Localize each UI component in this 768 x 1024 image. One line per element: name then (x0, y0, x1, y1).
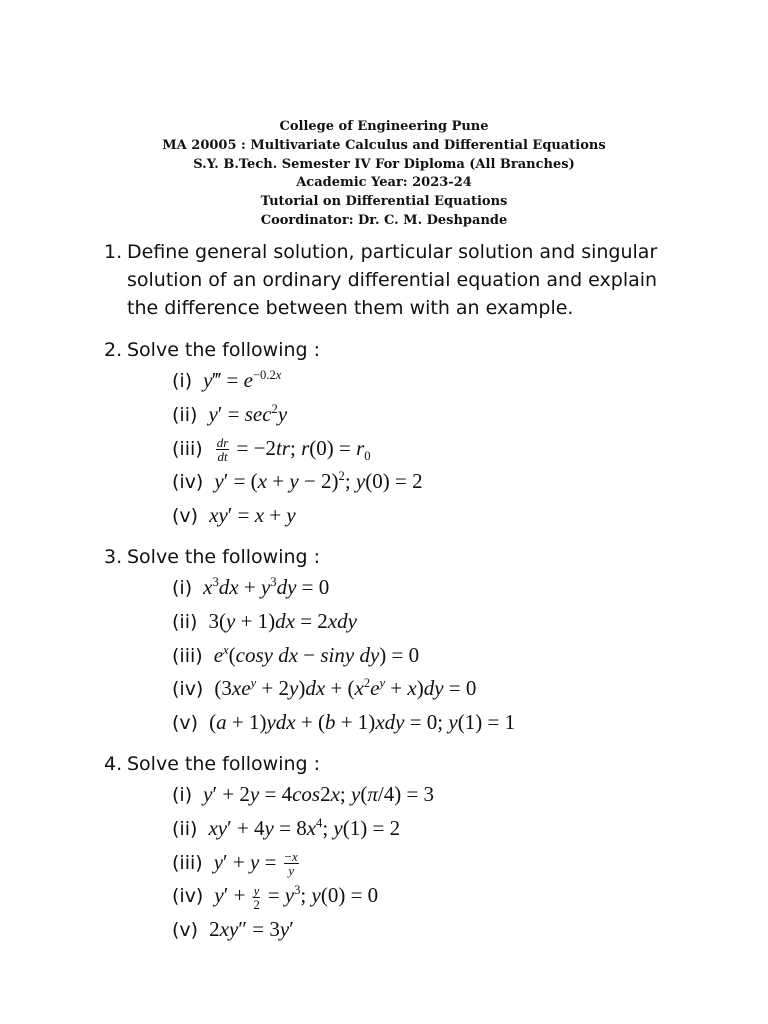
question-text: Solve the following : (127, 545, 321, 568)
sub-question (172, 778, 684, 812)
coordinator: Coordinator: Dr. C. M. Deshpande (260, 212, 508, 228)
question-number: 2. (104, 339, 123, 361)
equation: $y' = \sec^2y$ (208, 401, 288, 426)
sub-question-label: (iv) (172, 678, 204, 701)
question-text: Solve the following : (127, 339, 321, 361)
sub-question (172, 432, 684, 466)
sub-question-label: (iii) (172, 437, 203, 460)
question-list (0, 238, 768, 947)
sub-question-label: (ii) (172, 403, 198, 426)
equation: $\frac{dr}{dt}$ = −2tr; $r(0) = r_0$ (216, 435, 371, 465)
question-2 (104, 336, 684, 533)
sub-question (172, 846, 684, 880)
question-1 (104, 238, 684, 322)
sub-question-label: (i) (172, 370, 193, 392)
sub-question (172, 879, 684, 913)
sub-question (172, 672, 684, 706)
question-number: 3. (104, 545, 123, 568)
sub-question (172, 571, 684, 605)
sub-question-label: (iv) (172, 471, 204, 494)
equation: (a + 1)ydx + (b + 1)xdy = 0; y(1) = 1 (209, 710, 516, 735)
equation: y‴ = $e^{-0.2x}$ (203, 368, 282, 392)
sub-question (172, 364, 684, 398)
sub-question (172, 812, 684, 846)
sub-question-label: (v) (172, 919, 199, 942)
equation: xy′ = x + y (209, 503, 296, 528)
course-title: MA 20005 : Multivariate Calculus and Differential Equations (162, 137, 606, 153)
sub-question-list (172, 571, 684, 740)
program-info: S.Y. B.Tech. Semester IV For Diploma (All Branches) (193, 156, 575, 172)
question-number: 1. (104, 241, 123, 263)
equation: $xy' + 4y = 8x^4$; y(1) = 2 (208, 815, 401, 840)
question-text: Solve the following : (127, 752, 321, 775)
sub-question-label: (v) (172, 505, 199, 528)
sub-question-label: (v) (172, 712, 199, 735)
sub-question-label: (iv) (172, 885, 204, 908)
sub-question-label: (ii) (172, 610, 198, 633)
sub-question-list (172, 364, 684, 533)
sub-question-label: (iii) (172, 644, 203, 667)
tutorial-title: Tutorial on Differential Equations (260, 194, 508, 210)
sub-question (172, 913, 684, 947)
question-3 (104, 543, 684, 740)
sub-question (172, 639, 684, 673)
sub-question-label: (iii) (172, 851, 203, 874)
sub-question (172, 398, 684, 432)
equation: y′ + y = $\frac{-x}{y}$ (213, 849, 298, 879)
question-4 (104, 750, 684, 947)
sub-question (172, 605, 684, 639)
sub-question-label: (i) (172, 783, 193, 806)
question-text: Define general solution, particular solution and singular solution of an ordinary differential equation and explain the difference between them with an example. (127, 241, 658, 319)
equation: y′ + $\frac{y}{2}$ = $y^3$; y(0) = 0 (214, 883, 379, 913)
equation: $e^x(\cos y$ dx − siny dy) = 0 (213, 642, 420, 667)
equation: $x^3dx + y^3dy = 0$ (203, 574, 330, 599)
equation: y′ + 2y = 4cos2x; y(π/4) = 3 (203, 781, 435, 806)
equation: 3(y + 1)dx = 2xdy (208, 608, 357, 633)
equation: 2xy″ = 3y′ (209, 917, 294, 942)
sub-question-label: (ii) (172, 817, 198, 840)
equation: $y' = (x + y - 2)^2$; y(0) = 2 (214, 469, 423, 494)
sub-question-label: (i) (172, 576, 193, 599)
academic-year: Academic Year: 2023-24 (296, 175, 472, 191)
equation: $(3xe^y + 2y)dx + (x^2e^y + x)dy = 0$ (214, 676, 477, 701)
college-name: College of Engineering Pune (279, 119, 489, 134)
sub-question (172, 706, 684, 740)
sub-question (172, 499, 684, 533)
sub-question-list (172, 778, 684, 947)
question-number: 4. (104, 752, 123, 775)
sub-question (172, 465, 684, 499)
document-header (0, 118, 768, 231)
